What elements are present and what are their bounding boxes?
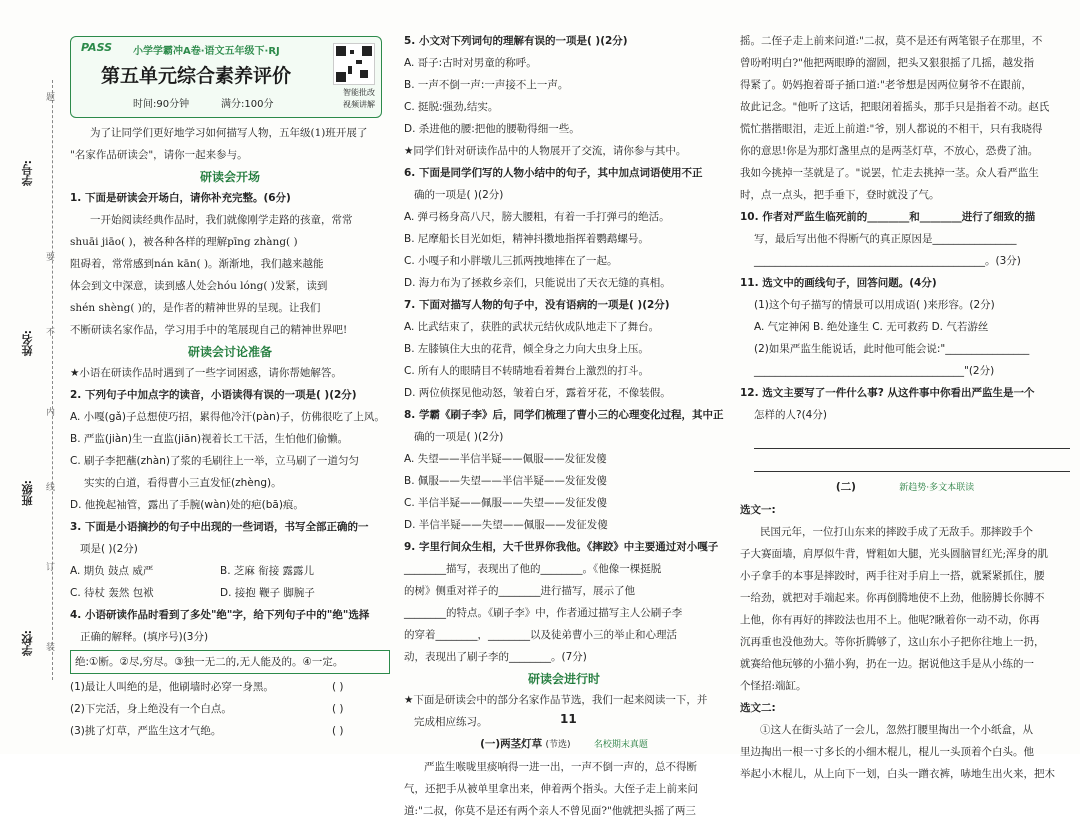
q6-option-d: D. 海力布为了拯救乡亲们，只能说出了天衣无缝的真相。: [404, 277, 671, 289]
exam-header: [70, 36, 382, 118]
q11-options: A. 气定神闲 B. 绝处逢生 C. 无可救药 D. 气若游丝: [754, 321, 989, 333]
q3-option-b: B. 芝麻 衔接 露露儿: [220, 565, 315, 577]
q4-definition-box: 绝:①断。②尽,穷尽。③独一无二的,无人能及的。④一定。: [70, 650, 390, 674]
passage-line: 道:"二叔，你莫不是还有两个亲人不曾见面?"他就把头摇了两三: [404, 805, 696, 817]
class-label: 班级:: [21, 480, 34, 507]
binding-char: 内: [46, 408, 56, 418]
section-title-opening: 研读会开场: [199, 170, 260, 184]
q2-option-b: B. 严监(jiàn)生一直监(jiān)视着长工干活，生怕他们偷懒。: [70, 433, 349, 445]
q10-answer-line[interactable]: ____________________________________________。(3分): [754, 255, 1021, 267]
passage-line: 故此记念。"他听了这话，把眼闭着摇头，那手只是指着不动。赵氏: [740, 101, 1050, 113]
q8-option-b: B. 佩服——失望——半信半疑——发征发傻: [404, 475, 607, 487]
q9-line[interactable]: ________的特点。《刷子李》中，作者通过描写主人公刷子李: [404, 607, 683, 619]
q12-answer-line[interactable]: [754, 426, 1070, 449]
question-3: 3. 下面是小语摘抄的句子中出现的一些词语，书写全部正确的一: [70, 521, 369, 533]
intro-line: "名家作品研读会"，请你一起来参与。: [70, 149, 248, 161]
passage-line: 我如今挑掉一茎就是了。"说罢，忙走去挑掉一茎。众人看严监生: [740, 167, 1039, 179]
passage-line: 严监生喉咙里痰响得一进一出，一声不倒一声的，总不得断: [424, 761, 697, 773]
excerpt-line: 沉再重也没他劲大。等你折腾够了，这山东小子把你往地上一扔，: [740, 636, 1045, 648]
full-score: 满分:100分: [221, 99, 274, 110]
binding-char: 线: [46, 483, 56, 493]
student-number-label: 学号:: [21, 160, 34, 187]
middle-column: [404, 30, 724, 822]
name-label: 姓名:: [21, 330, 34, 357]
question-11: 11. 选文中的画线句子，回答问题。(4分): [740, 277, 937, 289]
q6-option-c: C. 小嘎子和小胖墩儿三抓两拽地摔在了一起。: [404, 255, 618, 267]
time-limit: 时间:90分钟: [133, 99, 190, 110]
q2-option-c-cont: 实实的白道，看得曹小三直发怔(zhèng)。: [84, 477, 282, 489]
binding-char: 要: [46, 253, 56, 263]
q2-option-a: A. 小嘎(gǎ)子总想使巧招，累得他冷汗(pàn)子，仿佛很吃了上风。: [70, 411, 385, 423]
q9-line[interactable]: 的穿着________，________以及徒弟曹小三的举止和心理活: [404, 629, 677, 641]
q8-option-d: D. 半信半疑——失望——佩服——发征发傻: [404, 519, 608, 531]
excerpt-line: 就赛给他玩够的小猫小狗，扔在一边。据说他这手是从小练的一: [740, 658, 1034, 670]
question-12: 12. 选文主要写了一件什么事? 从这件事中你看出严监生是一个: [740, 387, 1035, 399]
q4-item-row: [70, 720, 390, 742]
q11-part-1: (1)这个句子描写的情景可以用成语( )来形容。(2分): [754, 299, 995, 311]
question-4-cont: 正确的解释。(填序号)(3分): [80, 631, 209, 643]
q3-options-row1: [70, 560, 390, 582]
question-7: 7. 下面对描写人物的句子中，没有语病的一项是( )(2分): [404, 299, 670, 311]
q2-option-c: C. 刷子李把蘸(zhàn)了浆的毛刷往上一举，立马刷了一道匀匀: [70, 455, 359, 467]
page-number: 11: [560, 712, 577, 726]
school-label: 学校:: [21, 630, 34, 657]
excerpt-line: 小子拿手的本事是摔跤时，两手往对手肩上一搭，就紧紧抓住，腰: [740, 570, 1045, 582]
binding-char: 题: [46, 93, 56, 103]
q9-line[interactable]: 动，表现出了刷子李的________。(7分): [404, 651, 587, 663]
q5-option-d: D. 杀进他的腰:把他的腰勒得细一些。: [404, 123, 580, 135]
section-title-in-progress: 研读会进行时: [527, 672, 600, 686]
q3-option-c: C. 待杖 轰然 包袱: [70, 587, 154, 599]
q11-part-2-line[interactable]: ________________________________________"(2分): [754, 365, 995, 377]
left-column: [70, 122, 390, 742]
q12-answer-line[interactable]: [754, 449, 1070, 472]
question-3-cont: 项是( )(2分): [80, 543, 138, 555]
excerpt-line: ①这人在街头站了一会儿，忽然打腰里掏出一个小纸盒，从: [760, 724, 1033, 736]
qr-note-grading: 智能批改: [343, 88, 375, 97]
q3-option-d: D. 接抱 鞭子 脚腕子: [220, 587, 315, 599]
question-5: 5. 小文对下列词句的理解有误的一项是( )(2分): [404, 35, 628, 47]
excerpt-line: 民国元年，一位打山东来的摔跤手成了无敌手。那摔跤手个: [760, 526, 1033, 538]
q3-option-a: A. 期负 鼓点 威严: [70, 565, 154, 577]
question-1: 1. 下面是研读会开场白，请你补充完整。(6分): [70, 192, 291, 204]
question-12-cont: 怎样的人?(4分): [754, 409, 827, 421]
unit-title: 第五单元综合素养评价: [101, 65, 292, 87]
part-two-heading: [740, 476, 1070, 499]
q1-line: 体会到文中深意，读到感人处会hóu lóng( )发紧，读到: [70, 280, 328, 292]
passage-line: 你的意思!你是为那灯盏里点的是两茎灯草，不放心，恐费了油。: [740, 145, 1039, 157]
q9-line[interactable]: ________描写，表现出了他的________。《他像一棵挺脱: [404, 563, 662, 575]
passage-line: 时，点一点头，把手垂下，登时就没了气。: [740, 189, 940, 201]
passage-title: (一)两茎灯草: [480, 738, 543, 750]
q4-answer-paren[interactable]: ( ): [332, 703, 344, 715]
excerpt-line: 上他，你有再好的摔跤法也用不上。他呢?瞅着你一动不动，你再: [740, 614, 1040, 626]
binding-strip: [0, 0, 62, 754]
question-8-cont: 确的一项是( )(2分): [414, 431, 504, 443]
part-two-tag: 新趋势·多文本联读: [899, 483, 975, 493]
excerpt-2-title: 选文二:: [740, 702, 776, 714]
excerpt-line: 举起小木棍儿，从上向下一划，白头一蹭衣裤，哧地生出火来，把木: [740, 768, 1055, 780]
q8-option-a: A. 失望——半信半疑——佩服——发征发傻: [404, 453, 607, 465]
q4-answer-paren[interactable]: ( ): [332, 681, 344, 693]
section-title-discussion: 研读会讨论准备: [187, 345, 272, 359]
q5-option-c: C. 挺脱:强劲,结实。: [404, 101, 499, 113]
q1-line: shén shèng( )的，是作者的精神世界的呈现。让我们: [70, 302, 321, 314]
passage-heading: [404, 733, 724, 756]
binding-dashed-line: [52, 80, 53, 680]
intro-line: 为了让同学们更好地学习如何描写人物，五年级(1)班开展了: [90, 127, 368, 139]
q1-line: 阻碍着，常常感到nán kān( )。渐渐地，我们越来越能: [70, 258, 324, 270]
q4-answer-paren[interactable]: ( ): [332, 725, 344, 737]
q11-part-2[interactable]: (2)如果严监生能说话，此时他可能会说:"________________: [754, 343, 1030, 355]
passage-tag: 名校期末真题: [593, 740, 648, 750]
q4-item-2: (2)下完活，身上绝没有一个白点。: [70, 703, 232, 715]
question-2: 2. 下列句子中加点字的读音，小语读得有误的一项是( )(2分): [70, 389, 357, 401]
question-8: 8. 学霸《刷子李》后，同学们梳理了曹小三的心理变化过程，其中正: [404, 409, 724, 421]
q5-option-b: B. 一声不倒一声:一声接不上一声。: [404, 79, 569, 91]
passage-line: 慌忙揩揩眼泪，走近上前道:"爷，别人都说的不相干，只有我晓得: [740, 123, 1043, 135]
q1-line: 一开始阅读经典作品时，我们就像刚学走路的孩童，常常: [90, 214, 353, 226]
q4-item-3: (3)挑了灯草，严监生这才气绝。: [70, 725, 222, 737]
passage-line: 摇。二侄子走上前来问道:"二叔，莫不是还有两笔银子在那里，不: [740, 35, 1043, 47]
right-column: [740, 30, 1070, 785]
q3-options-row2: [70, 582, 390, 604]
question-10: 10. 作者对严监生临死前的________和________进行了细致的描: [740, 211, 1036, 223]
question-6-cont: 确的一项是( )(2分): [414, 189, 504, 201]
qr-code-icon[interactable]: [333, 43, 375, 85]
q1-line: shuāi jiāo( )，被各种各样的理解pīng zhàng( ): [70, 236, 298, 248]
q10-answer-line[interactable]: 写，最后写出他不得断气的真正原因是________________: [754, 233, 1017, 245]
excerpt-line: 里边掏出一根一寸多长的小细木棍儿，棍儿一头顶着个白头。他: [740, 746, 1034, 758]
q7-option-d: D. 两位侦探见他动怒，皱着白牙，露着牙花，不像装假。: [404, 387, 671, 399]
excerpt-line: 个怪招:端缸。: [740, 680, 807, 692]
binding-char: 不: [46, 328, 56, 338]
qr-note-video: 视频讲解: [343, 100, 375, 109]
q7-option-a: A. 比武结束了，获胜的武状元结伙成队地走下了舞台。: [404, 321, 660, 333]
question-4: 4. 小语研读作品时看到了多处"绝"字，给下列句子中的"绝"选择: [70, 609, 370, 621]
passage-source: (节选): [545, 740, 571, 750]
excerpt-line: 子大赛面墙，肩厚似牛背，臂粗如大腿，光头圆脑冒红光;浑身的肌: [740, 548, 1049, 560]
instruction-star-cont: 完成相应练习。: [414, 716, 488, 728]
q2-option-d: D. 他挽起袖管，露出了手腕(wàn)处的疤(bā)痕。: [70, 499, 304, 511]
excerpt-line: 一给劲，就把对手端起来。你再倒腾地使不上劲，他膀膊长你膊不: [740, 592, 1045, 604]
pass-logo: PASS: [81, 41, 113, 54]
excerpt-1-title: 选文一:: [740, 504, 776, 516]
q8-option-c: C. 半信半疑——佩服——失望——发征发傻: [404, 497, 608, 509]
q5-option-a: A. 哥子:古时对男童的称呼。: [404, 57, 537, 69]
instruction-star: ★下面是研读会中的部分名家作品节选，我们一起来阅读一下，并: [404, 694, 708, 706]
q6-option-a: A. 弹弓杨身高八尺，膀大腰粗，有着一手打弹弓的绝活。: [404, 211, 670, 223]
q4-item-1: (1)最让人叫绝的是，他刷墙时必穿一身黑。: [70, 681, 274, 693]
instruction-star: ★同学们针对研读作品中的人物展开了交流，请你参与其中。: [404, 145, 687, 157]
q7-option-c: C. 所有人的眼睛目不转睛地看着舞台上激烈的打斗。: [404, 365, 650, 377]
q4-item-row: [70, 676, 390, 698]
passage-line: 曾吩咐明白?"他把两眼睁的溜圆，把头又狠狠摇了几摇，越发指: [740, 57, 1034, 69]
passage-line: 气，还把手从被单里拿出来，伸着两个指头。大侄子走上前来问: [404, 783, 698, 795]
passage-line: 得紧了。奶妈抱着哥子插口道:"老爷想是因两位舅爷不在跟前，: [740, 79, 1032, 91]
question-9: 9. 字里行间众生相，大千世界你我他。《摔跤》中主要通过对小嘎子: [404, 541, 719, 553]
part-two-title: (二): [835, 481, 856, 493]
q7-option-b: B. 左膝镇住大虫的花背，倾全身之力向大虫身上压。: [404, 343, 649, 355]
q1-line: 不断研读名家作品，学习用手中的笔展现自己的精神世界吧!: [70, 324, 348, 336]
instruction-star: ★小语在研读作品时遇到了一些字词困惑，请你帮她解答。: [70, 367, 342, 379]
q9-line[interactable]: 的树》侧重对祥子的________进行描写，展示了他: [404, 585, 635, 597]
question-6: 6. 下面是同学们写的人物小结中的句子，其中加点词语使用不正: [404, 167, 703, 179]
q6-option-b: B. 尼摩船长目光如炬，精神抖擞地指挥着鹦鹉螺号。: [404, 233, 649, 245]
binding-char: 装: [46, 643, 56, 653]
binding-char: 订: [46, 563, 56, 573]
series-title: 小学学霸冲A卷·语文五年级下·RJ: [133, 46, 280, 57]
q4-item-row: [70, 698, 390, 720]
